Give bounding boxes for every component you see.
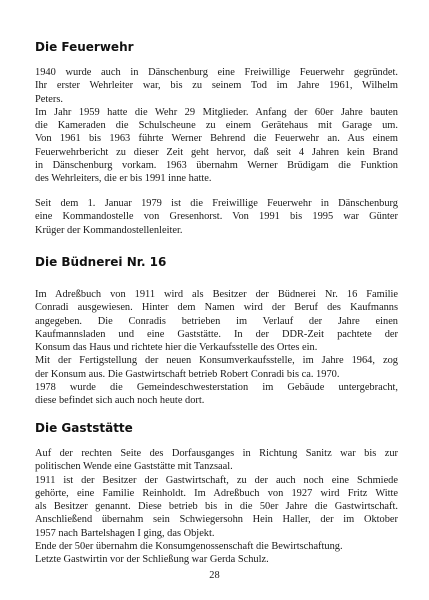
text-line: Conradi ausgewiesen. Hinter dem Namen wird der Beruf des Kaufmanns <box>35 302 398 314</box>
text-line: Ende der 50er übernahm die Konsumgenossenschaft die Bewirtschaftung. <box>35 541 343 553</box>
section-heading-buednerei: Die Büdnerei Nr. 16 <box>35 255 167 269</box>
text-line: die Kameraden die Schulscheune zu einem Gerätehaus mit Garage um. <box>35 120 398 132</box>
text-line: Peters. <box>35 93 63 105</box>
text-line: Mit der Fertigstellung der neuen Konsumverkaufsstelle, im Jahre 1964, zog <box>35 355 398 367</box>
text-line: Konsum das Haus und richtete hier die Verkaufsstelle des Ortes ein. <box>35 342 318 354</box>
text-line: politischen Wende eine Gaststätte mit Tanzsaal. <box>35 461 233 473</box>
text-line: diese befindet sich auch noch heute dort. <box>35 395 205 407</box>
text-line: Auf der rechten Seite des Dorfausganges in Richtung Sanitz war bis zur <box>35 448 398 459</box>
paragraph-feuerwehr-kommandostelle <box>35 197 398 237</box>
section-heading-gaststaette: Die Gaststätte <box>35 421 133 435</box>
text-line: 1940 wurde auch in Dänschenburg eine Freiwillige Feuerwehr gegründet. <box>35 67 398 78</box>
text-line: eine Kommandostelle von Gresenhorst. Von 1991 bis 1995 war Günter <box>35 211 398 223</box>
text-line: Feuerwehrbericht zu dieser Zeit geht hervor, daß seit 4 Jahren kein Brand <box>35 146 398 158</box>
text-line: Kaufmannsladen und eine Gaststätte. In der DDR-Zeit pachtete der <box>35 328 398 340</box>
paragraph-gaststaette-history <box>35 447 398 567</box>
text-line: Krüger der Kommandostellenleiter. <box>35 224 183 236</box>
text-line: Ihr erster Wehrleiter war, bis zu seinem Tod im Jahre 1961, Wilhelm <box>35 80 398 92</box>
text-line: gehörte, eine Familie Reinholdt. Im Adreßbuch von 1927 wird Fritz Witte <box>35 487 398 499</box>
text-line: Seit dem 1. Januar 1979 ist die Freiwillige Feuerwehr in Dänschenburg <box>35 198 398 209</box>
text-line: 1957 nach Bartelshagen I ging, das Objekt. <box>35 527 215 539</box>
text-line: des Wehrleiters, die er bis 1991 inne hatte. <box>35 173 212 185</box>
text-line: Im Adreßbuch von 1911 wird als Besitzer der Büdnerei Nr. 16 Familie <box>35 289 398 300</box>
section-heading-feuerwehr: Die Feuerwehr <box>35 40 134 54</box>
text-line: als Besitzer genannt. Diese betrieb bis in die 50er Jahre die Gastwirtschaft. <box>35 501 398 513</box>
text-line: Anschließend übernahm sein Schwiegersohn Hein Haller, der im Oktober <box>35 514 398 526</box>
text-line: Im Jahr 1959 hatte die Wehr 29 Mitglieder. Anfang der 60er Jahre bauten <box>35 106 398 118</box>
paragraph-buednerei-history <box>35 288 398 408</box>
text-line: in Dänschenburg vorkam. 1963 übernahm Werner Brüdigam die Funktion <box>35 160 398 172</box>
text-line: der Konsum aus. Die Gastwirtschaft betrieb Robert Conradi bis ca. 1970. <box>35 368 340 380</box>
text-line: Letzte Gastwirtin vor der Schließung war Gerda Schulz. <box>35 554 269 566</box>
page-number: 28 <box>209 570 220 581</box>
paragraph-feuerwehr-history <box>35 66 398 186</box>
text-line: 1978 wurde die Gemeindeschwesterstation im Gebäude untergebracht, <box>35 382 398 394</box>
text-line: Von 1961 bis 1963 führte Werner Behrend die Feuerwehr an. Aus einem <box>35 133 398 145</box>
text-line: 1911 ist der Besitzer der Gastwirtschaft, zu der auch noch eine Schmiede <box>35 474 398 486</box>
text-line: angegeben. Die Conradis betrieben im Verlauf der Jahre einen <box>35 315 398 327</box>
